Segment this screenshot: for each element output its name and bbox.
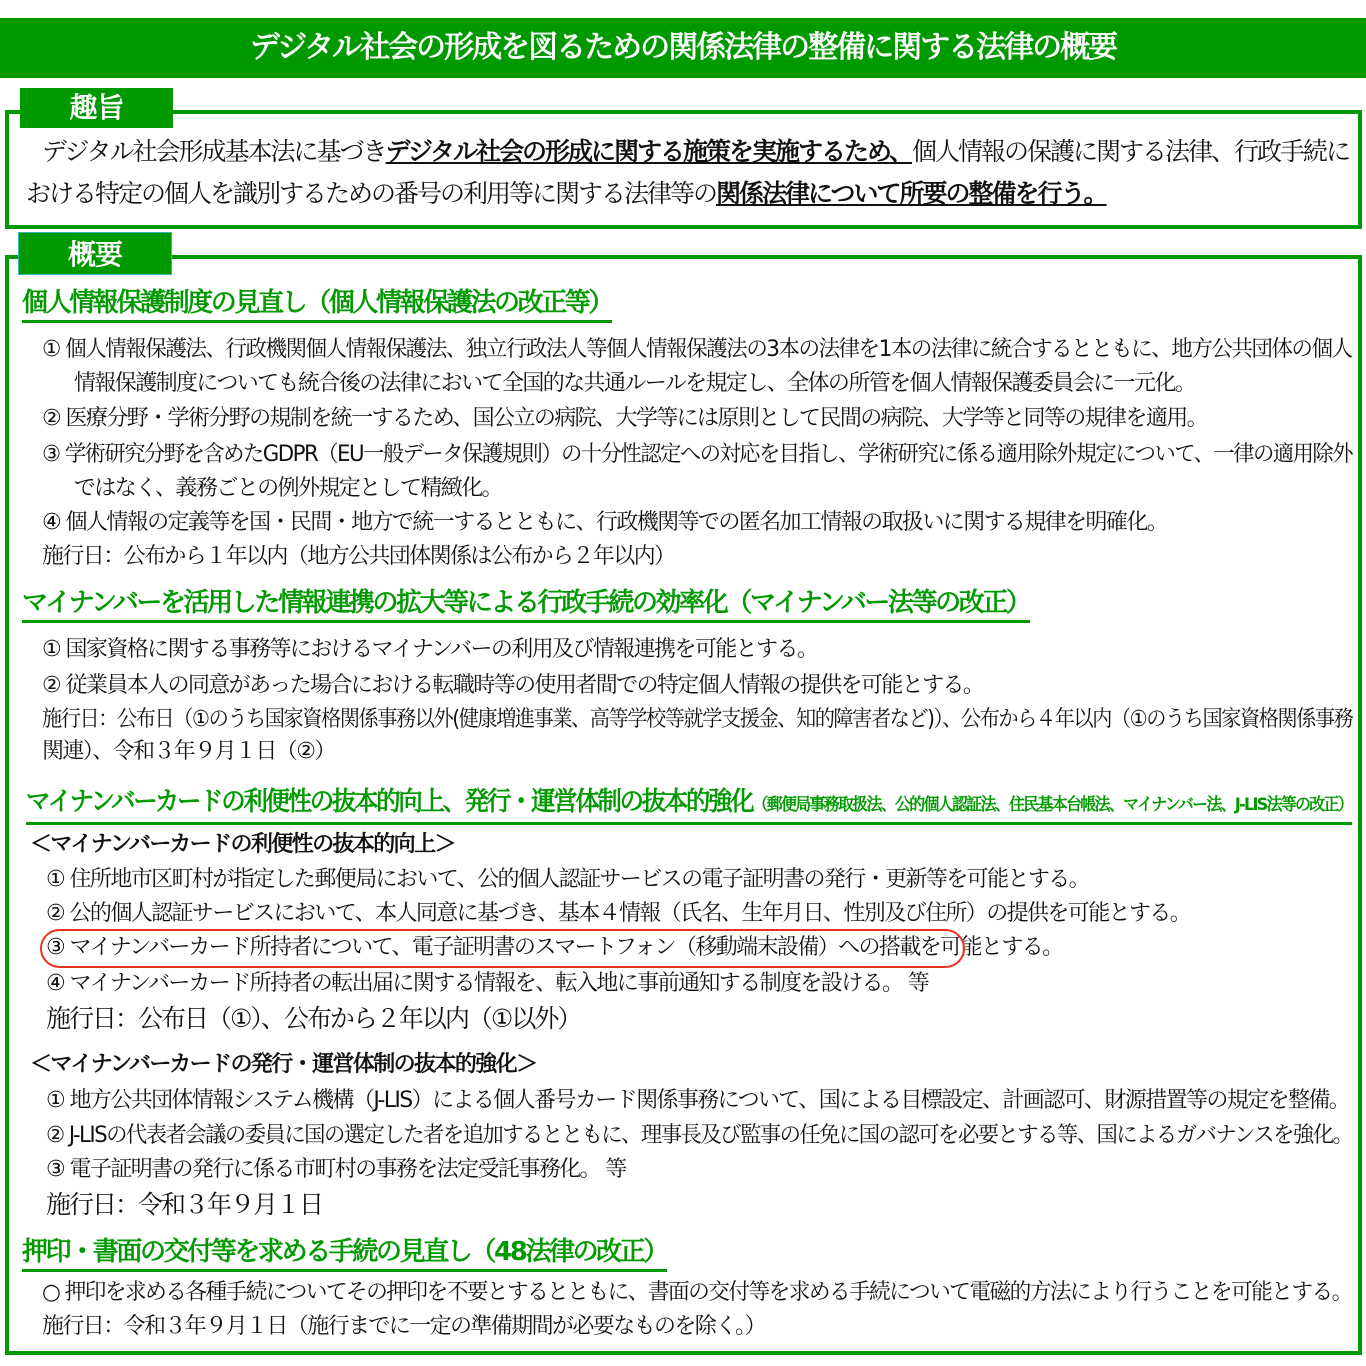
section-heading-seal: 押印・書面の交付等を求める手続の見直し（48法律の改正） xyxy=(22,1235,667,1272)
list-item: ③ 学術研究分野を含めたGDPR（EU一般データ保護規則）の十分性認定への対応を目指し、学術研究に係る適用除外規定について、一律の適用除外 xyxy=(42,442,1352,467)
purpose-text: 個人情報の保護に関する法律、行政手続に xyxy=(912,137,1350,166)
list-item: ② 医療分野・学術分野の規制を統一するため、国公立の病院、大学等には原則として民間の病院、大学等と同等の規律を適用。 xyxy=(42,406,1208,431)
list-item: ではなく、義務ごとの例外規定として精緻化。 xyxy=(74,476,502,501)
section-heading-mynumber: マイナンバーを活用した情報連携の拡大等による行政手続の効率化（マイナンバー法等の改正） xyxy=(22,586,1030,623)
effective-date: 施行日：公布から１年以内（地方公共団体関係は公布から２年以内） xyxy=(42,544,675,569)
purpose-emphasis: デジタル社会の形成に関する施策を実施するため、 xyxy=(385,137,913,166)
purpose-tab: 趣旨 xyxy=(20,88,173,128)
effective-date: 施行日：令和３年９月１日 xyxy=(46,1190,323,1219)
highlighted-list-item: ③ マイナンバーカード所持者について、電子証明書のスマートフォン（移動端末設備）への搭載を可能とする。 xyxy=(46,935,1063,960)
purpose-text: おける特定の個人を識別するための番号の利用等に関する法律等の xyxy=(26,179,717,208)
highlight-oval xyxy=(40,929,965,968)
purpose-text: デジタル社会形成基本法に基づき xyxy=(42,137,386,166)
purpose-line-2 xyxy=(26,176,1107,212)
effective-date: 施行日：公布日（①のうち国家資格関係事務以外(健康増進事業、高等学校等就学支援金、知的障害者など)）、公布から４年以内（①のうち国家資格関係事務 xyxy=(42,707,1353,732)
list-item: ② 従業員本人の同意があった場合における転職時等の使用者間での特定個人情報の提供を可能とする。 xyxy=(42,673,984,698)
subheading-governance: ＜マイナンバーカードの発行・運営体制の抜本的強化＞ xyxy=(30,1052,537,1077)
section-heading-text: マイナンバーカードの利便性の抜本的向上、発行・運営体制の抜本的強化 xyxy=(26,787,753,817)
list-item: 情報保護制度についても統合後の法律において全国的な共通ルールを規定し、全体の所管を個人情報保護委員会に一元化。 xyxy=(74,371,1196,396)
list-item: ② J-LISの代表者会議の委員に国の選定した者を追加するとともに、理事長及び監事の任免に国の認可を必要とする等、国によるガバナンスを強化。 xyxy=(46,1123,1353,1148)
effective-date: 施行日：令和３年９月１日（施行までに一定の準備期間が必要なものを除く。） xyxy=(42,1314,765,1339)
list-item: ④ 個人情報の定義等を国・民間・地方で統一するとともに、行政機関等での匿名加工情報の取扱いに関する規律を明確化。 xyxy=(42,510,1168,535)
list-item: ① 個人情報保護法、行政機関個人情報保護法、独立行政法人等個人情報保護法の3本の法律を1本の法律に統合するとともに、地方公共団体の個人 xyxy=(42,337,1352,362)
list-item: ① 国家資格に関する事務等におけるマイナンバーの利用及び情報連携を可能とする。 xyxy=(42,637,818,662)
list-item: ① 地方公共団体情報システム機構（J-LIS）による個人番号カード関係事務について、国による目標設定、計画認可、財源措置等の規定を整備。 xyxy=(46,1088,1350,1113)
effective-date: 施行日：公布日（①）、公布から２年以内（①以外） xyxy=(46,1004,581,1033)
purpose-emphasis: 関係法律について所要の整備を行う。 xyxy=(716,179,1107,208)
list-item: ④ マイナンバーカード所持者の転出届に関する情報を、転入地に事前通知する制度を設ける。 等 xyxy=(46,971,929,996)
list-item: ② 公的個人認証サービスにおいて、本人同意に基づき、基本４情報（氏名、生年月日、性別及び住所）の提供を可能とする。 xyxy=(46,901,1191,926)
subheading-convenience: ＜マイナンバーカードの利便性の抜本的向上＞ xyxy=(30,832,455,857)
purpose-line-1 xyxy=(42,134,1349,170)
section-heading-mynumber-card xyxy=(26,785,1352,825)
list-item: ③ 電子証明書の発行に係る市町村の事務を法定受託事務化。 等 xyxy=(46,1157,626,1182)
effective-date: 関連）、令和３年９月１日（②） xyxy=(42,739,335,764)
list-item: ① 住所地市区町村が指定した郵便局において、公的個人認証サービスの電子証明書の発行・更新等を可能とする。 xyxy=(46,867,1090,892)
section-heading-privacy: 個人情報保護制度の見直し（個人情報保護法の改正等） xyxy=(22,286,612,323)
page-title: デジタル社会の形成を図るための関係法律の整備に関する法律の概要 xyxy=(0,18,1366,78)
section-heading-note: （郵便局事務取扱法、公的個人認証法、住民基本台帳法、マイナンバー法、J-LIS法等の改正） xyxy=(752,795,1353,815)
overview-tab: 概要 xyxy=(18,232,172,275)
list-item: ○ 押印を求める各種手続についてその押印を不要とするとともに、書面の交付等を求める手続について電磁的方法により行うことを可能とする。 xyxy=(42,1280,1352,1305)
